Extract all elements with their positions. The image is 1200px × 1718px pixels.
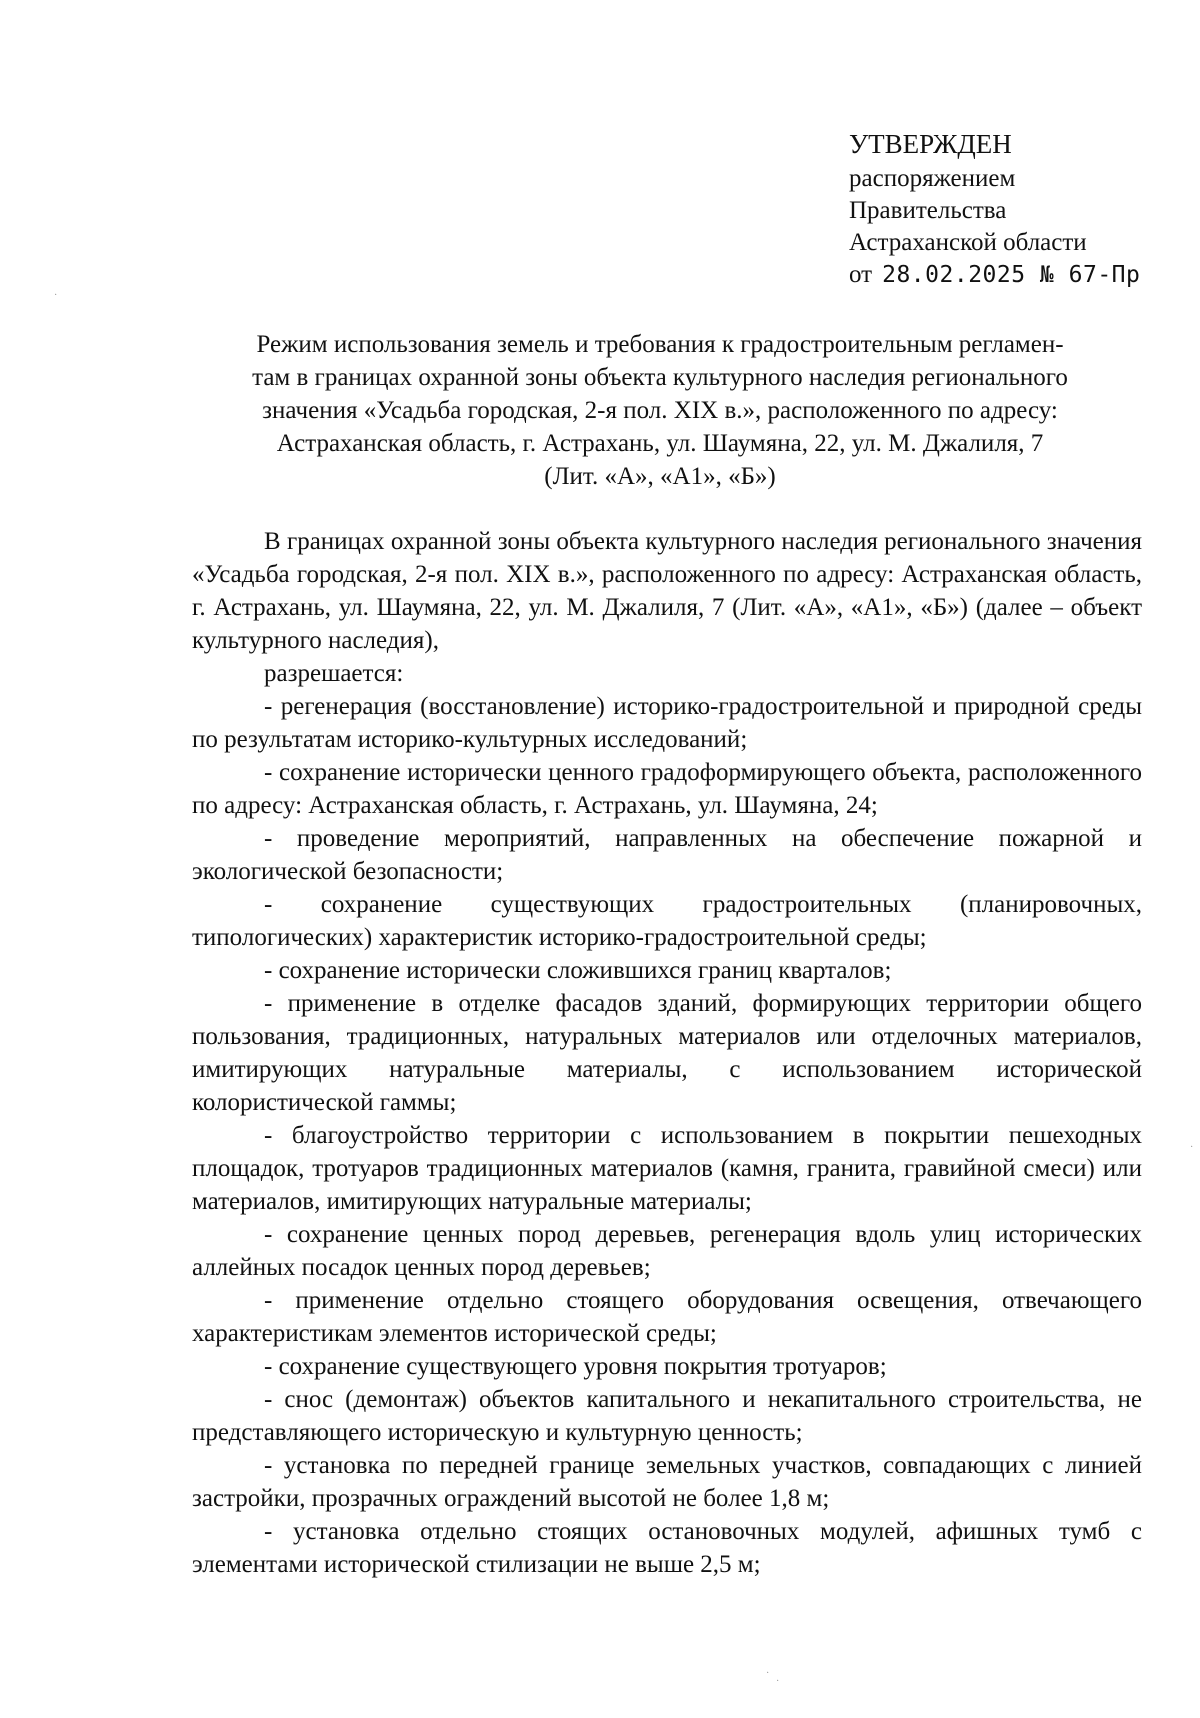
scan-speck: · [766, 1668, 770, 1679]
list-item: - применение отдельно стоящего оборудования освещения, отвечающего характеристикам элементов исторической среды; [192, 1287, 1142, 1347]
approval-heading: УТВЕРЖДЕН [849, 129, 1012, 159]
list-item: - проведение мероприятий, направленных на обеспечение пожарной и экологической безопасности; [192, 825, 1142, 885]
title-line: значения «Усадьба городская, 2-я пол. XIX в.», расположенного по адресу: [262, 397, 1058, 424]
approval-date-prefix: от [849, 261, 873, 288]
scan-speck: · [1190, 1142, 1194, 1153]
title-line: (Лит. «А», «А1», «Б») [544, 463, 776, 490]
list-item: - применение в отделке фасадов зданий, формирующих территории общего пользования, традиционных, натуральных материалов или отделочных материалов, имитирующих натуральные материалы, с использованием исторической колористической гаммы; [192, 990, 1142, 1116]
approval-line-3: Астраханской области [849, 229, 1087, 256]
title-line: Астраханская область, г. Астрахань, ул. Шаумяна, 22, ул. М. Джалиля, 7 [276, 430, 1044, 457]
list-item: - регенерация (восстановление) историко-градостроительной и природной среды по результатам историко-культурных исследований; [192, 693, 1142, 753]
document-body [192, 525, 1142, 1581]
title-line: там в границах охранной зоны объекта культурного наследия регионального [252, 364, 1068, 391]
allowed-heading: разрешается: [264, 660, 404, 687]
intro-paragraph: В границах охранной зоны объекта культурного наследия регионального значения «Усадьба городская, 2-я пол. XIX в.», расположенного по адресу: Астраханская область, г. Астрахань, ул. Шаумяна, 22, ул. М. Джалиля, 7 (Лит. «А», «А1», «Б») (далее – объект культурного наследия), [192, 528, 1142, 654]
approval-date-line [849, 259, 1169, 291]
list-item: - сохранение существующих градостроительных (планировочных, типологических) характеристик историко-градостроительной среды; [192, 891, 1142, 951]
list-item: - сохранение существующего уровня покрытия тротуаров; [264, 1353, 887, 1380]
scan-speck: · [54, 290, 58, 301]
document-title [160, 328, 1160, 493]
approval-date-number: 28.02.2025 № 67-Пр [882, 262, 1141, 288]
scan-speck: · [776, 1676, 780, 1687]
title-line: Режим использования земель и требования к градостроительным регламен- [256, 331, 1064, 358]
list-item: - сохранение ценных пород деревьев, регенерация вдоль улиц исторических аллейных посадок ценных пород деревьев; [192, 1221, 1142, 1281]
list-item: - благоустройство территории с использованием в покрытии пешеходных площадок, тротуаров традиционных материалов (камня, гранита, гравийной смеси) или материалов, имитирующих натуральные материалы; [192, 1122, 1142, 1215]
list-item: - установка отдельно стоящих остановочных модулей, афишных тумб с элементами исторической стилизации не выше 2,5 м; [192, 1518, 1142, 1578]
list-item: - сохранение исторически сложившихся границ кварталов; [264, 957, 892, 984]
approval-line-2: Правительства [849, 197, 1007, 224]
list-item: - снос (демонтаж) объектов капитального и некапитального строительства, не представляющего историческую и культурную ценность; [192, 1386, 1142, 1446]
approval-block [849, 127, 1169, 291]
list-item: - сохранение исторически ценного градоформирующего объекта, расположенного по адресу: Астраханская область, г. Астрахань, ул. Шаумяна, 24; [192, 759, 1142, 819]
list-item: - установка по передней границе земельных участков, совпадающих с линией застройки, прозрачных ограждений высотой не более 1,8 м; [192, 1452, 1142, 1512]
approval-line-1: распоряжением [849, 165, 1016, 192]
